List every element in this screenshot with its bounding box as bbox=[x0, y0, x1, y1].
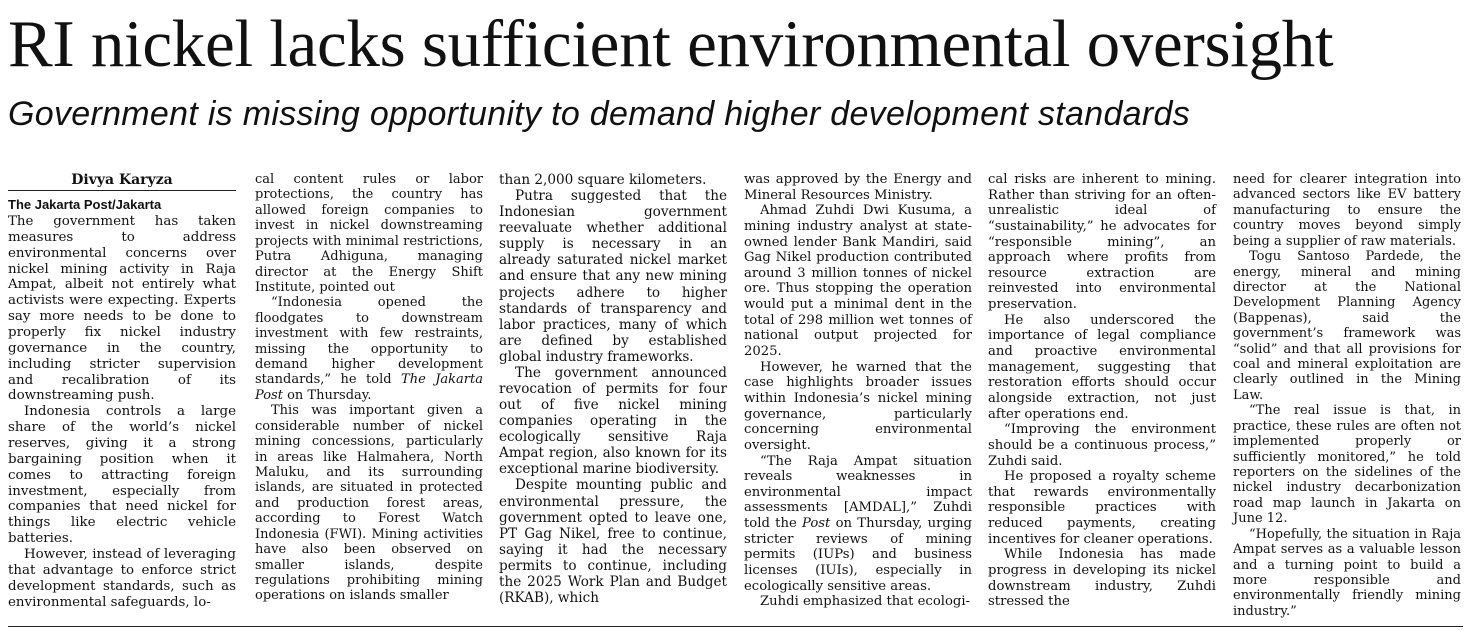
article-paragraph bbox=[744, 203, 972, 359]
bottom-rule bbox=[8, 626, 1463, 627]
article-paragraph bbox=[499, 477, 727, 606]
article-paragraph bbox=[1233, 403, 1461, 526]
text-run: Despite mounting public and environmental pressure, the government opted to leave one, PT Gag Nikel, free to continue, saying it had the necessary permits to continue, including the 2025 Work Plan and Budget (RKAB), which bbox=[499, 477, 727, 607]
article-paragraph bbox=[499, 188, 727, 365]
article-paragraph bbox=[988, 313, 1216, 422]
dateline: The Jakarta Post/Jakarta bbox=[8, 197, 162, 212]
text-run: Ahmad Zuhdi Dwi Kusuma, a mining industry analyst at state-owned lender Bank Mandiri, said Gag Nikel production contributed around 3 million tonnes of nickel ore. Thus stopping the operation would put a minimal dent in the total of 298 million wet tonnes of national output projected for 2025. bbox=[744, 203, 972, 360]
text-run: He proposed a royalty scheme that rewards environmentally responsible practices with reduced payments, creating incentives for cleaner operations. bbox=[988, 469, 1216, 547]
text-run: This was important given a considerable number of nickel mining concessions, particularly in areas like Halmahera, North Maluku, and its surrounding islands, are situated in protected and production forest areas, according to Forest Watch Indonesia (FWI). Mining activities have also been observed on smaller islands, despite regulations prohibiting mining operations on islands smaller bbox=[255, 403, 483, 604]
text-run: “The Raja Ampat situation reveals weaknesses in environmental impact assessments [AMDAL],” Zuhdi told the bbox=[744, 453, 972, 532]
article-paragraph bbox=[499, 172, 727, 188]
article-column-4 bbox=[744, 172, 972, 610]
byline: Divya Karyza bbox=[8, 172, 236, 191]
article-paragraph bbox=[255, 172, 483, 295]
text-run: Indonesia controls a large share of the world’s nickel reserves, giving it a strong bargaining position when it comes to attracting foreign investment, especially from companies that need nickel for things like electric vehicle batteries. bbox=[8, 404, 236, 547]
text-run: cal risks are inherent to mining. Rather than striving for an often-unrealistic ideal of “sustainability,” he advocates for “responsible mining”, an approach where profits from resource extraction are reinvested into environmental preservation. bbox=[988, 172, 1216, 313]
text-run: on Thursday, urging stricter reviews of mining permits (IUPs) and business licenses (IUIs), especially in ecologically sensitive areas. bbox=[744, 516, 972, 594]
text-run: cal content rules or labor protections, the country has allowed foreign companies to invest in nickel downstreaming projects with minimal restrictions, Putra Adhiguna, managing director at the Energy Shift Institute, pointed out bbox=[255, 172, 483, 295]
text-run: Zuhdi emphasized that ecologi- bbox=[760, 594, 971, 610]
text-run: The government has taken measures to address environmental concerns over nickel mining activity in Raja Ampat, albeit not entirely what activists were expecting. Experts say more needs to be done to properly fix nickel industry governance in the country, including stricter supervision and recalibration of its downstreaming push. bbox=[8, 214, 236, 404]
article-paragraph bbox=[1233, 249, 1461, 403]
article-paragraph bbox=[744, 172, 972, 203]
article-column-5 bbox=[988, 172, 1216, 610]
text-run: Putra suggested that the Indonesian government reevaluate whether additional supply is necessary in an already saturated nickel market and ensure that any new mining projects adhere to higher standards of transparency and labor practices, many of which are defined by established global industry frameworks. bbox=[499, 188, 727, 365]
article-paragraph bbox=[744, 454, 972, 595]
article-paragraph bbox=[744, 360, 972, 454]
italic-text: Post bbox=[802, 516, 831, 532]
article-paragraph bbox=[499, 365, 727, 478]
article-headline: RI nickel lacks sufficient environmental oversight bbox=[8, 7, 1334, 81]
text-run: than 2,000 square kilometers. bbox=[499, 172, 707, 188]
article-paragraph bbox=[988, 547, 1216, 610]
italic-text: The Jakarta Post bbox=[255, 372, 483, 403]
text-run: “Hopefully, the situation in Raja Ampat serves as a valuable lesson and a turning point to build a more responsible and environmentally friendly mining industry.” bbox=[1233, 526, 1461, 619]
article-column-3 bbox=[499, 172, 727, 606]
text-run: However, instead of leveraging that advantage to enforce strict development standards, such as environmental safeguards, lo- bbox=[8, 547, 236, 610]
article-paragraph bbox=[8, 547, 236, 610]
article-paragraph bbox=[988, 422, 1216, 469]
text-run: “The real issue is that, in practice, these rules are often not implemented properly or sufficiently monitored,” he told reporters on the sidelines of the nickel industry decarbonization road map launch in Jakarta on June 12. bbox=[1233, 403, 1461, 527]
article-column-1 bbox=[8, 172, 236, 610]
article-paragraph bbox=[744, 594, 972, 610]
text-run: Togu Santoso Pardede, the energy, mineral and mining director at the National Development Planning Agency (Bappenas), said the government’s framework was “solid” and that all provisions for coal and mineral exploitation are clearly outlined in the Mining Law. bbox=[1233, 249, 1461, 403]
article-paragraph bbox=[8, 214, 236, 404]
text-run: While Indonesia has made progress in developing its nickel downstream industry, Zuhdi stressed the bbox=[988, 547, 1216, 610]
text-run: However, he warned that the case highlights broader issues within Indonesia’s nickel mining governance, particularly concerning environmental oversight. bbox=[744, 359, 972, 453]
text-run: “Indonesia opened the floodgates to downstream investment with few restraints, missing the opportunity to demand higher development standards,” he told bbox=[255, 295, 483, 388]
text-run: was approved by the Energy and Mineral Resources Ministry. bbox=[744, 172, 972, 203]
text-run: on Thursday. bbox=[282, 387, 372, 403]
article-paragraph bbox=[255, 295, 483, 403]
article-paragraph bbox=[1233, 527, 1461, 620]
article-paragraph bbox=[255, 403, 483, 603]
article-subheadline: Government is missing opportunity to demand higher development standards bbox=[8, 95, 1191, 133]
article-column-6 bbox=[1233, 172, 1461, 619]
text-run: He also underscored the importance of legal compliance and proactive environmental management, suggesting that restoration efforts should occur alongside extraction, not just after operations end. bbox=[988, 312, 1216, 422]
article-column-2 bbox=[255, 172, 483, 604]
text-run: need for clearer integration into advanced sectors like EV battery manufacturing to ensure the country moves beyond simply being a supplier of raw materials. bbox=[1233, 172, 1461, 249]
article-paragraph bbox=[1233, 172, 1461, 249]
article-paragraph bbox=[988, 172, 1216, 313]
article-paragraph bbox=[8, 404, 236, 547]
text-run: The government announced revocation of permits for four out of five nickel mining companies operating in the ecologically sensitive Raja Ampat region, also known for its exceptional marine biodiversity. bbox=[499, 364, 727, 478]
text-run: “Improving the environment should be a continuous process,” Zuhdi said. bbox=[988, 422, 1216, 469]
article-paragraph bbox=[988, 469, 1216, 547]
